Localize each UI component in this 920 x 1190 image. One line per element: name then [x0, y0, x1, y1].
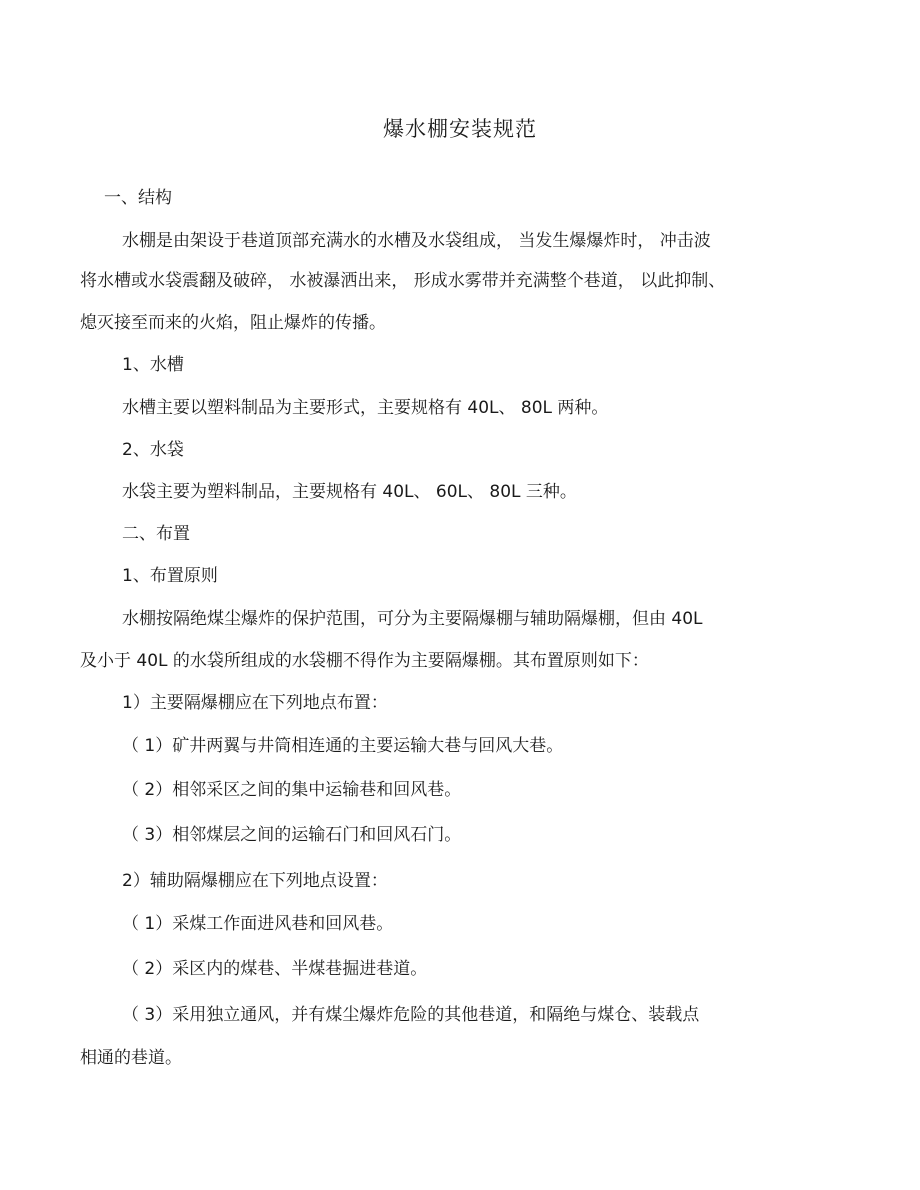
subsection-heading-layout-principle: 1、布置原则	[122, 566, 218, 586]
subsection-heading-water-trough: 1、水槽	[122, 355, 184, 375]
water-trough-text: 水槽主要以塑料制品为主要形式，主要规格有 40L、 80L 两种。	[122, 398, 609, 418]
list-item: （ 3）采用独立通风，并有煤尘爆炸危险的其他巷道，和隔绝与煤仓、装载点	[122, 1005, 700, 1025]
list-item: （ 2）相邻采区之间的集中运输巷和回风巷。	[122, 780, 462, 800]
subsection-heading-water-bag: 2、水袋	[122, 440, 184, 460]
list-item-continuation: 相通的巷道。	[80, 1048, 182, 1068]
layout-principle-line: 水棚按隔绝煤尘爆炸的保护范围，可分为主要隔爆棚与辅助隔爆棚，但由 40L	[122, 609, 703, 629]
auxiliary-barrier-heading: 2）辅助隔爆棚应在下列地点设置：	[122, 871, 388, 891]
section1-paragraph-line: 将水槽或水袋震翻及破碎， 水被瀑洒出来， 形成水雾带并充满整个巷道， 以此抑制、	[80, 271, 726, 291]
list-item: （ 1）矿井两翼与井筒相连通的主要运输大巷与回风大巷。	[122, 736, 564, 756]
layout-principle-line: 及小于 40L 的水袋所组成的水袋棚不得作为主要隔爆棚。其布置原则如下：	[80, 651, 649, 671]
water-bag-text: 水袋主要为塑料制品，主要规格有 40L、 60L、 80L 三种。	[122, 482, 577, 502]
section1-paragraph-line: 水棚是由架设于巷道顶部充满水的水槽及水袋组成， 当发生爆爆炸时， 冲击波	[122, 231, 711, 251]
section2-heading: 二、布置	[122, 524, 190, 544]
section1-paragraph-line: 熄灭接至而来的火焰，阻止爆炸的传播。	[80, 313, 386, 333]
list-item: （ 3）相邻煤层之间的运输石门和回风石门。	[122, 825, 462, 845]
document-title: 爆水棚安装规范	[383, 117, 537, 141]
main-barrier-heading: 1）主要隔爆棚应在下列地点布置：	[122, 693, 388, 713]
section1-heading: 一、结构	[104, 188, 172, 208]
list-item: （ 2）采区内的煤巷、半煤巷掘进巷道。	[122, 959, 428, 979]
list-item: （ 1）采煤工作面进风巷和回风巷。	[122, 914, 394, 934]
